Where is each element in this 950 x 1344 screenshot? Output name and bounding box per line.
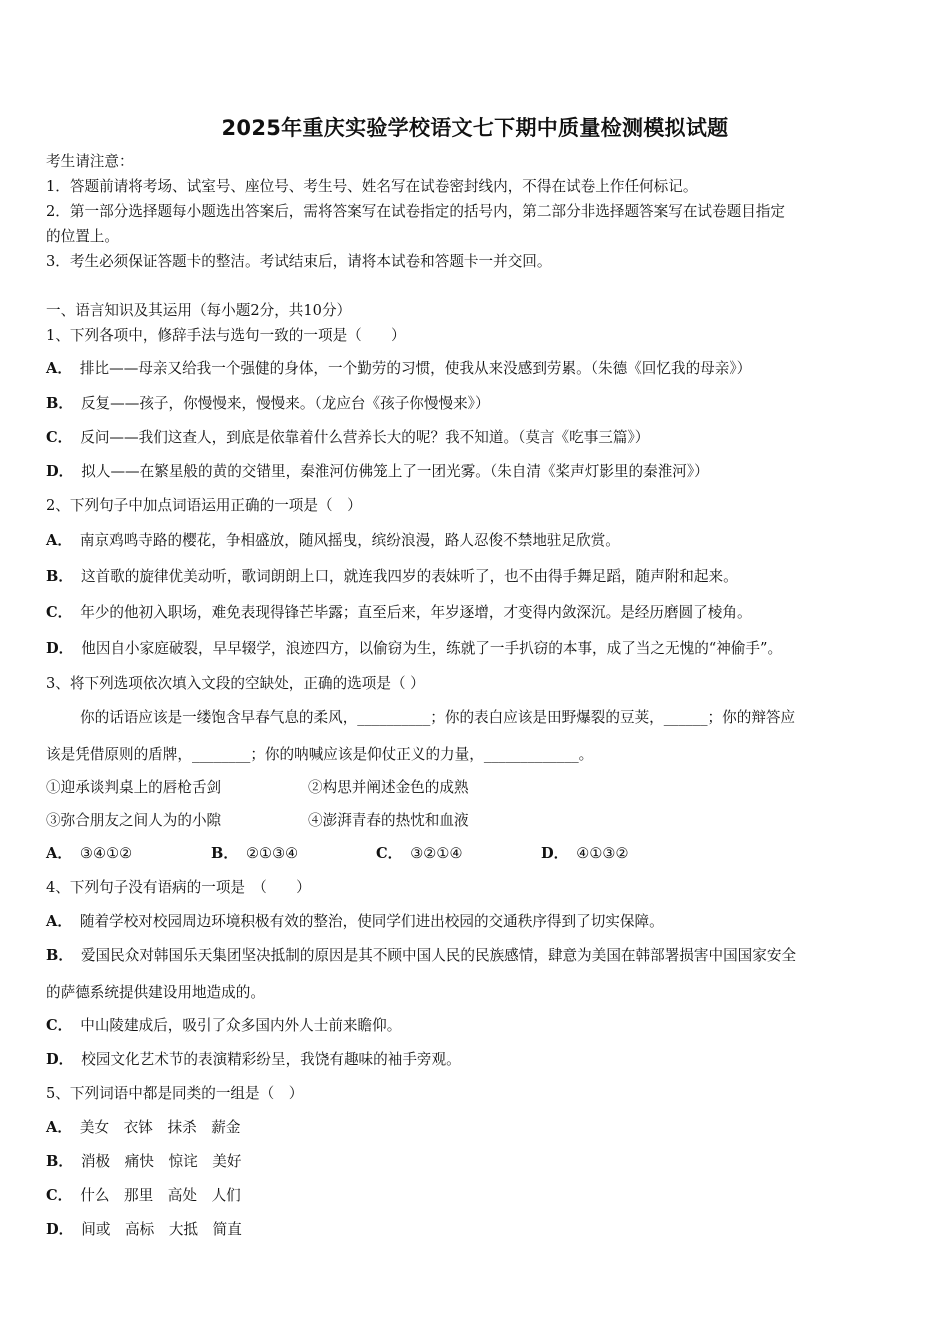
- option-label: B．: [46, 568, 73, 585]
- q3-choice-1: ①迎承谈判桌上的唇枪舌剑: [46, 779, 222, 796]
- q3-passage-line-2: 该是凭借原则的盾牌，________；你的呐喊应该是仰仗正义的力量，_____________。: [46, 746, 594, 763]
- q3-choices-row-2: [46, 811, 906, 831]
- option-label: C．: [46, 1017, 73, 1034]
- q4-option-d: [46, 1050, 906, 1070]
- option-label: D．: [46, 463, 74, 480]
- option-label: A．: [46, 1119, 72, 1136]
- q3-options: [46, 844, 906, 864]
- option-text: ③②①④: [410, 845, 463, 862]
- section-heading: 一、语言知识及其运用（每小题2分，共10分）: [46, 302, 352, 319]
- option-text: 美女 衣钵 抹杀 薪金: [79, 1119, 241, 1136]
- option-label: D．: [46, 1051, 74, 1068]
- notice-item-2-cont: 的位置上。: [46, 228, 119, 245]
- option-text: ②①③④: [245, 845, 299, 862]
- q3-stem: 3、将下列选项依次填入文段的空缺处，正确的选项是（ ）: [46, 675, 425, 692]
- q3-option-c: [376, 844, 541, 864]
- option-label: D．: [46, 1221, 74, 1238]
- q1-option-a: [46, 359, 906, 379]
- q2-option-b: [46, 567, 906, 587]
- option-label: C．: [46, 429, 73, 446]
- q3-choice-3: ③弥合朋友之间人为的小隙: [46, 812, 222, 829]
- option-text: 间或 高标 大抵 简直: [81, 1221, 242, 1238]
- q3-option-b: [211, 844, 376, 864]
- q3-choice-2: ②构思并阐述金色的成熟: [308, 779, 469, 796]
- option-label: C．: [376, 845, 403, 862]
- q5-option-c: [46, 1186, 906, 1206]
- option-text: 消极 痛快 惊诧 美好: [80, 1153, 242, 1170]
- option-label: B．: [211, 845, 238, 862]
- notice-item-3: 3．考生必须保证答题卡的整洁。考试结束后，请将本试卷和答题卡一并交回。: [46, 253, 552, 270]
- q1-stem: 1、下列各项中，修辞手法与选句一致的一项是（ ）: [46, 327, 406, 344]
- q2-option-c: [46, 603, 906, 623]
- q1-option-d: [46, 462, 906, 482]
- option-label: D．: [46, 640, 74, 657]
- q3-choice-4: ④澎湃青春的热忱和血液: [308, 812, 469, 829]
- option-text: 年少的他初入职场，难免表现得锋芒毕露；直至后来，年岁逐增，才变得内敛深沉。是经历磨圆了棱角。: [80, 604, 752, 621]
- notice-item-2: 2．第一部分选择题每小题选出答案后，需将答案写在试卷指定的括号内，第二部分非选择题答案写在试卷题目指定: [46, 203, 785, 220]
- option-text: 校园文化艺术节的表演精彩纷呈，我饶有趣味的袖手旁观。: [81, 1051, 461, 1068]
- q4-stem: 4、下列句子没有语病的一项是 （ ）: [46, 879, 311, 896]
- option-label: B．: [46, 1153, 73, 1170]
- q2-stem: 2、下列句子中加点词语运用正确的一项是（ ）: [46, 497, 362, 514]
- option-text: 反问——我们这查人，到底是依靠着什么营养长大的呢？我不知道。（莫言《吃事三篇》）: [80, 429, 650, 446]
- q5-option-d: [46, 1220, 906, 1240]
- q2-option-a: [46, 531, 906, 551]
- q5-option-a: [46, 1118, 906, 1138]
- option-text: ③④①②: [79, 845, 133, 862]
- option-label: A．: [46, 360, 72, 377]
- option-label: A．: [46, 532, 72, 549]
- q4-option-b: [46, 946, 906, 966]
- q3-choices-row-1: [46, 778, 906, 798]
- q4-option-a: [46, 912, 906, 932]
- q3-option-d: [541, 844, 629, 864]
- q4-option-c: [46, 1016, 906, 1036]
- notice-item-1: 1．答题前请将考场、试室号、座位号、考生号、姓名写在试卷密封线内，不得在试卷上作任何标记。: [46, 178, 698, 195]
- option-text: 排比——母亲又给我一个强健的身体，一个勤劳的习惯，使我从来没感到劳累。（朱德《回忆我的母亲》）: [79, 360, 752, 377]
- option-label: C．: [46, 604, 73, 621]
- option-text: 这首歌的旋律优美动听，歌词朗朗上口，就连我四岁的表妹听了，也不由得手舞足蹈，随声附和起来。: [80, 568, 738, 585]
- notice-heading: 考生请注意：: [46, 153, 134, 170]
- q1-option-b: [46, 394, 906, 414]
- option-text: 爱国民众对韩国乐天集团坚决抵制的原因是其不顾中国人民的民族感情，肆意为美国在韩部署损害中国国家安全: [80, 947, 797, 964]
- option-text: 拟人——在繁星般的黄的交错里，秦淮河仿佛笼上了一团光雾。（朱自清《桨声灯影里的秦淮河》）: [81, 463, 709, 480]
- option-text: 随着学校对校园周边环境积极有效的整治，使同学们进出校园的交通秩序得到了切实保障。: [79, 913, 664, 930]
- option-text: 什么 那里 高处 人们: [80, 1187, 241, 1204]
- option-text: 南京鸡鸣寺路的樱花，争相盛放，随风摇曳，缤纷浪漫，路人忍俊不禁地驻足欣赏。: [79, 532, 620, 549]
- page-title: 2025年重庆实验学校语文七下期中质量检测模拟试题: [221, 116, 729, 140]
- option-label: C．: [46, 1187, 73, 1204]
- option-text: ④①③②: [576, 845, 629, 862]
- q5-stem: 5、下列词语中都是同类的一组是（ ）: [46, 1085, 304, 1102]
- q4-option-b-cont: 的萨德系统提供建设用地造成的。: [46, 984, 265, 1001]
- option-text: 他因自小家庭破裂，早早辍学，浪迹四方，以偷窃为生，练就了一手扒窃的本事，成了当之无愧的“神偷手”。: [81, 640, 783, 657]
- option-label: B．: [46, 947, 73, 964]
- q3-passage-line-1: 你的话语应该是一缕饱含早春气息的柔风，__________；你的表白应该是田野爆裂的豆荚，______；你的辩答应: [80, 709, 796, 726]
- option-label: D．: [541, 845, 569, 862]
- q3-option-a: [46, 844, 211, 864]
- q2-option-d: [46, 639, 906, 659]
- q5-option-b: [46, 1152, 906, 1172]
- q1-option-c: [46, 428, 906, 448]
- option-text: 反复——孩子，你慢慢来，慢慢来。（龙应台《孩子你慢慢来》）: [80, 395, 490, 412]
- option-label: A．: [46, 913, 72, 930]
- option-label: B．: [46, 395, 73, 412]
- option-label: A．: [46, 845, 72, 862]
- option-text: 中山陵建成后，吸引了众多国内外人士前来瞻仰。: [80, 1017, 402, 1034]
